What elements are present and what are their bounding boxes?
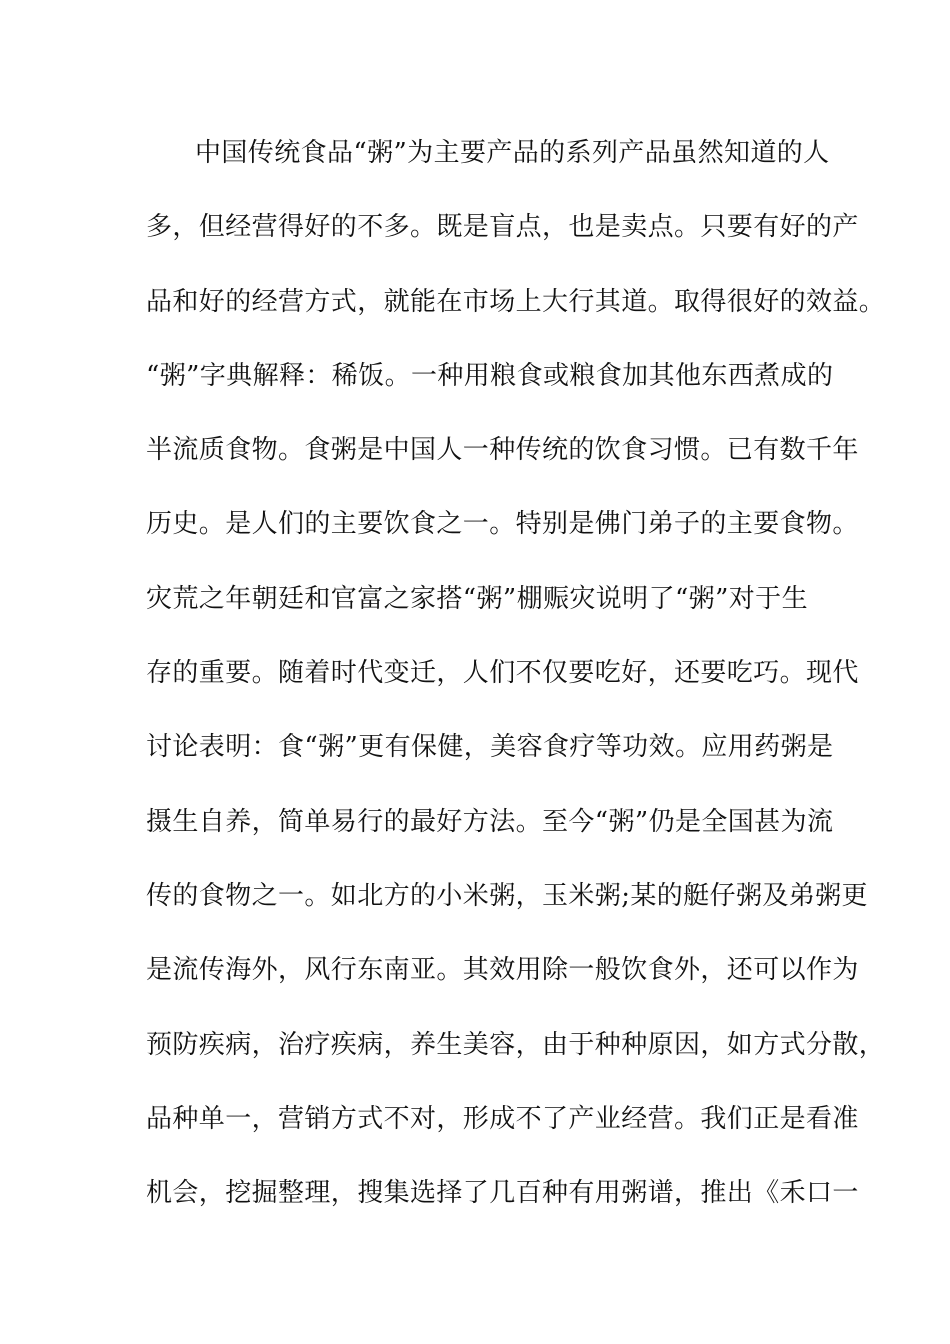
text-line: 历史。是人们的主要饮食之一。特别是佛门弟子的主要食物。 (146, 509, 859, 540)
text-line: 半流质食物。食粥是中国人一种传统的饮食习惯。已有数千年 (146, 435, 859, 466)
text-line: 是流传海外，风行东南亚。其效用除一般饮食外，还可以作为 (146, 955, 859, 986)
text-line: “粥”字典解释：稀饭。一种用粮食或粮食加其他东西煮成的 (146, 360, 834, 391)
text-line: 预防疾病，治疗疾病，养生美容，由于种种原因，如方式分散， (146, 1029, 886, 1060)
text-line: 讨论表明：食“粥”更有保健，美容食疗等功效。应用药粥是 (146, 732, 834, 763)
text-line: 存的重要。随着时代变迁，人们不仅要吃好，还要吃巧。现代 (146, 658, 859, 689)
text-line: 中国传统食品“粥”为主要产品的系列产品虽然知道的人 (195, 138, 830, 168)
text-line: 品种单一，营销方式不对，形成不了产业经营。我们正是看准 (146, 1103, 859, 1134)
text-line: 摄生自养，简单易行的最好方法。至今“粥”仍是全国甚为流 (146, 806, 834, 837)
text-line: 传的食物之一。如北方的小米粥，玉米粥;某的艇仔粥及弟粥更 (146, 880, 868, 911)
text-line: 多，但经营得好的不多。既是盲点，也是卖点。只要有好的产 (146, 212, 859, 243)
text-line: 机会，挖掘整理，搜集选择了几百种有用粥谱，推出《禾口一 (146, 1178, 859, 1209)
text-line: 品和好的经营方式，就能在市场上大行其道。取得很好的效益。 (146, 286, 886, 317)
body-text (146, 130, 886, 1244)
text-line: 灾荒之年朝廷和官富之家搭“粥”棚赈灾说明了“粥”对于生 (146, 583, 808, 614)
